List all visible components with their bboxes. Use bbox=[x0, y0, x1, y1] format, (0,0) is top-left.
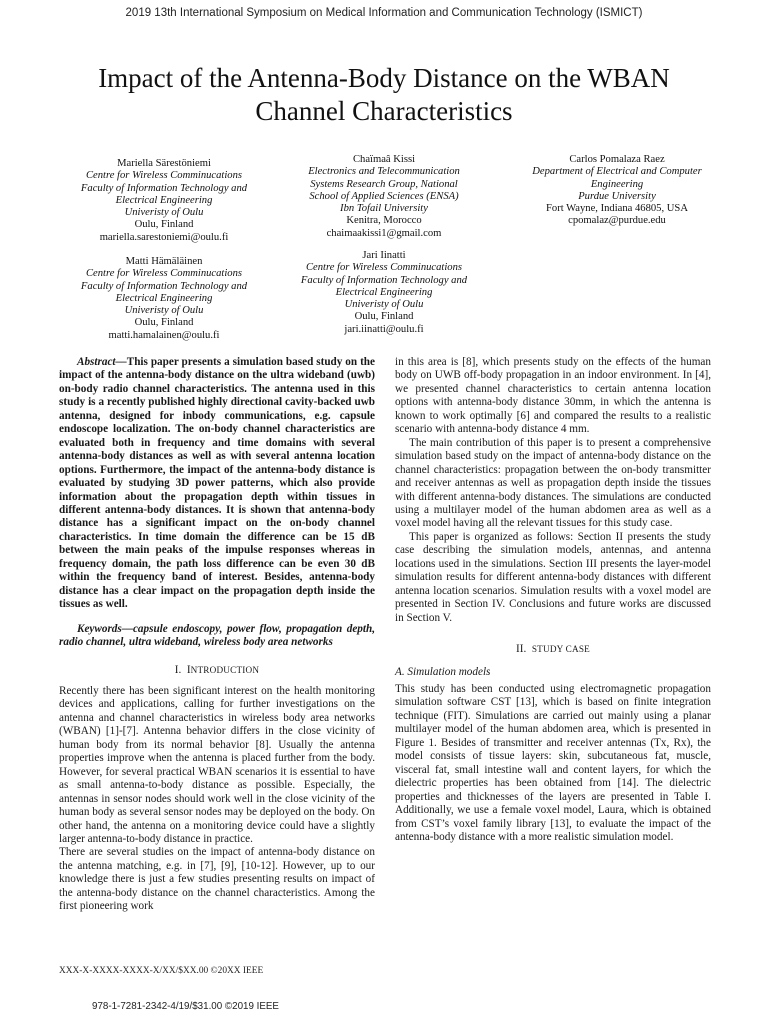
author-affiliation: Engineering bbox=[590, 178, 644, 190]
paper-title: Impact of the Antenna-Body Distance on the WBAN Channel Characteristics bbox=[98, 63, 670, 126]
abstract-label: Abstract— bbox=[77, 356, 127, 368]
subsection-heading: A. Simulation models bbox=[395, 665, 491, 678]
author-affiliation: Electronics and Telecommunication bbox=[308, 166, 460, 178]
section-number: I. bbox=[174, 663, 182, 676]
author-location: Oulu, Finland bbox=[134, 317, 194, 329]
abstract bbox=[59, 356, 375, 612]
author-affiliation: School of Applied Sciences (ENSA) bbox=[309, 190, 459, 202]
body-paragraph: This study has been conducted using electromagnetic propagation simulation software CST [13], which is based on finite integration technique (FIT). Simulations are carried out mainly using a planar multilayer model of the human abdomen area, which is presented in Figure 1. Besides of transmitter and receiver antennas (Tx, Rx), the model consists of tissue layers: skin, subcutaneous fat, muscle, visceral fat, small intestine wall and content layers, for which the dielectric properties has been obtained from [14]. The dielectric properties and thicknesses of the layers are presented in Table I. Additionally, we use a female voxel model, Laura, which is obtained from CST’s voxel family library [13], to evaluate the impact of the antenna-body distance with a more realistic simulation model. bbox=[395, 682, 711, 843]
author-affiliation: Faculty of Information Technology and bbox=[80, 182, 248, 194]
author-affiliation: Centre for Wireless Comminucations bbox=[85, 268, 243, 280]
author-name: Matti Hämäläinen bbox=[125, 256, 203, 267]
author-affiliation: Electrical Engineering bbox=[115, 292, 213, 304]
author-affiliation: Univeristy of Oulu bbox=[124, 305, 204, 317]
right-column bbox=[395, 356, 711, 844]
author-block bbox=[58, 256, 270, 342]
keywords-label: Keywords— bbox=[77, 622, 133, 635]
author-email: jari.iinatti@oulu.fi bbox=[344, 323, 424, 335]
body-paragraph: There are several studies on the impact of antenna-body distance on the antenna matching, e.g. in [7], [9], [10-12]. However, up to our knowledge there is just a few studies presenting results on impact of the antenna-body distance on the channel characteristics. Among the first pioneering work bbox=[59, 846, 375, 913]
keywords bbox=[59, 623, 375, 650]
author-affiliation: Centre for Wireless Comminucations bbox=[305, 262, 463, 274]
author-affiliation: Centre for Wireless Comminucations bbox=[85, 170, 243, 182]
isbn-footer: 978-1-7281-2342-4/19/$31.00 ©2019 IEEE bbox=[92, 1001, 279, 1012]
author-block bbox=[512, 154, 722, 228]
author-name: Jari Iinatti bbox=[362, 250, 406, 261]
body-paragraph: in this area is [8], which presents study on the effects of the human body on UWB off-body propagation in an indoor environment. In [4], we presented channel characteristics to certain antenna location options with antenna-body distance 30mm, in which the antenna is known to work optimally [6] and compared the results to a realistic scenario with antenna-body distance 4 mm. bbox=[395, 356, 711, 436]
author-email: mariella.sarestoniemi@oulu.fi bbox=[99, 231, 229, 243]
copyright-placeholder: XXX-X-XXXX-XXXX-X/XX/$XX.00 ©20XX IEEE bbox=[59, 966, 264, 976]
author-location: Oulu, Finland bbox=[134, 219, 194, 231]
author-name: Mariella Särestöniemi bbox=[117, 158, 211, 169]
author-location: Fort Wayne, Indiana 46805, USA bbox=[546, 203, 688, 215]
author-affiliation: Ibn Tofail University bbox=[340, 203, 428, 215]
author-affiliation: Electrical Engineering bbox=[115, 194, 213, 206]
author-email: chaimaakissi1@gmail.com bbox=[326, 227, 442, 239]
author-block bbox=[58, 158, 270, 244]
author-affiliation: Univeristy of Oulu bbox=[124, 207, 204, 219]
keywords-text: capsule endoscopy, power flow, propagation depth, radio channel, ultra wideband, wireless body area networks bbox=[59, 622, 375, 649]
author-affiliation: Faculty of Information Technology and bbox=[300, 274, 468, 286]
author-email: matti.hamalainen@oulu.fi bbox=[108, 329, 220, 341]
author-name: Carlos Pomalaza Raez bbox=[569, 154, 665, 165]
author-location: Kenitra, Morocco bbox=[346, 215, 422, 227]
author-email: cpomalaz@purdue.edu bbox=[568, 215, 666, 227]
author-affiliation: Systems Research Group, National bbox=[310, 178, 458, 190]
abstract-text: This paper presents a simulation based study on the impact of the antenna-body distance on the ultra wideband (uwb) on-body radio channel characteristics. The antenna used in this study is a recently published highly directional cavity-backed uwb antenna, designed for inbody communications, e.g. capsule endoscope localization. The on-body channel characteristics are evaluated both in frequency and time domains with several antenna-body distances as well as with several antenna location options. Furthermore, the impact of the antenna-body distance is evaluated by studying 3D power patterns, which also provide information about the propagation depth within tissues in different antenna-body distances. It is shown that antenna-body distance has a significant impact on the on-body channel characteristics. In time domain the difference can be 15 dB between the main peaks of the impulse responses whereas in frequency domain, the path loss difference can be even 30 dB within the frequency band of interest. Besides, antenna-body distance has a clear impact on the propagation depth inside the tissues as well. bbox=[59, 356, 375, 611]
section-title-rest: NTRODUCTION bbox=[190, 664, 260, 675]
author-location: Oulu, Finland bbox=[354, 311, 414, 323]
author-affiliation: Faculty of Information Technology and bbox=[80, 280, 248, 292]
body-paragraph: Recently there has been significant interest on the health monitoring devices and applications, calling for further investigations on the antenna and channel characteristics in wireless body area networks (WBAN) [1]-[7]. Antenna behavior differs in the close vicinity of human body from its normal behavior [8]. Usually the antenna properties improve when the antenna is placed further from the body. However, for several practical WBAN scenarios it is essential to have as small antenna-to-body distance as possible. Especially, the antennas in sensor nodes should work well in the close vicinity of the human body as several sensor nodes may be deployed on the body. On other hand, the antenna on a monitoring device could have a slightly larger antenna-to-body distance in practice. bbox=[59, 684, 375, 845]
author-name: Chaïmaâ Kissi bbox=[352, 154, 416, 165]
body-paragraph: The main contribution of this paper is to present a comprehensive simulation based study on the impact of antenna-body distance on the channel characteristics: propagation between the on-body transmitter and receiver antennas as well as propagation depth inside the tissues with different antenna-body distances. The simulations are conducted using a multilayer model of the human abdomen area as well as a voxel model having all the relevant tissues for this study case. bbox=[395, 436, 711, 530]
conference-header: 2019 13th International Symposium on Medical Information and Communication Technology (ISMICT) bbox=[125, 7, 643, 19]
body-paragraph: This paper is organized as follows: Section II presents the study case describing the simulation models, antennas, and antenna locations used in the simulations. Section III presents the layer-model simulation results for different antenna-body distances with different antenna location scenarios. Simulation results with a voxel model are presented in Section IV. Conclusions and future works are discussed in Section V. bbox=[395, 530, 711, 624]
author-affiliation: Univeristy of Oulu bbox=[344, 299, 424, 311]
author-affiliation: Department of Electrical and Computer bbox=[532, 166, 702, 178]
author-block bbox=[286, 250, 482, 336]
section-number: II. bbox=[516, 643, 527, 656]
section-heading-study-case bbox=[395, 643, 711, 656]
left-column bbox=[59, 356, 375, 914]
section-title-initial: I bbox=[186, 663, 191, 676]
section-title: STUDY CASE bbox=[531, 644, 590, 655]
section-heading-introduction bbox=[59, 664, 375, 677]
author-affiliation: Purdue University bbox=[578, 190, 656, 202]
author-block bbox=[294, 154, 474, 240]
author-affiliation: Electrical Engineering bbox=[335, 286, 433, 298]
